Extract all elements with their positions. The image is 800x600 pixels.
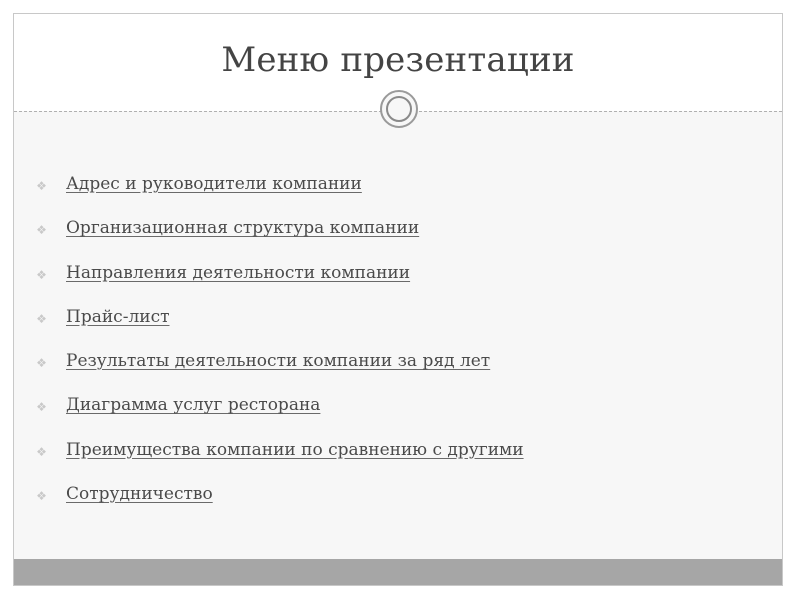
menu-item-results <box>36 351 524 395</box>
menu-link-price-list[interactable]: Прайс-лист <box>66 306 170 327</box>
menu-item-price-list <box>36 307 524 351</box>
diamond-bullet-icon: ❖ <box>36 444 47 459</box>
menu-link-structure[interactable]: Организационная структура компании <box>66 218 420 239</box>
menu-item-diagram <box>36 395 524 439</box>
diamond-bullet-icon: ❖ <box>36 223 47 238</box>
menu-link-cooperation[interactable]: Сотрудничество <box>66 484 213 505</box>
menu-item-address <box>36 174 524 218</box>
presentation-slide <box>13 13 783 586</box>
menu-link-directions[interactable]: Направления деятельности компании <box>66 262 411 283</box>
diamond-bullet-icon: ❖ <box>36 356 47 371</box>
menu-link-address[interactable]: Адрес и руководители компании <box>66 174 362 194</box>
menu-link-advantages[interactable]: Преимущества компании по сравнению с другими <box>66 439 524 460</box>
footer-bar <box>14 559 782 585</box>
divider-ornament-icon <box>380 90 418 128</box>
menu-link-results[interactable]: Результаты деятельности компании за ряд лет <box>66 351 491 372</box>
slide-title: Меню презентации <box>221 40 575 80</box>
diamond-bullet-icon: ❖ <box>36 267 47 282</box>
menu-item-structure <box>36 218 524 262</box>
diamond-bullet-icon: ❖ <box>36 179 47 193</box>
diamond-bullet-icon: ❖ <box>36 311 47 326</box>
menu-list <box>36 174 524 528</box>
divider-ornament-inner <box>386 96 412 122</box>
menu-link-diagram[interactable]: Диаграмма услуг ресторана <box>66 395 321 416</box>
menu-item-advantages <box>36 440 524 484</box>
menu-item-directions <box>36 263 524 307</box>
diamond-bullet-icon: ❖ <box>36 400 47 415</box>
menu-item-cooperation <box>36 484 524 528</box>
diamond-bullet-icon: ❖ <box>36 489 47 504</box>
